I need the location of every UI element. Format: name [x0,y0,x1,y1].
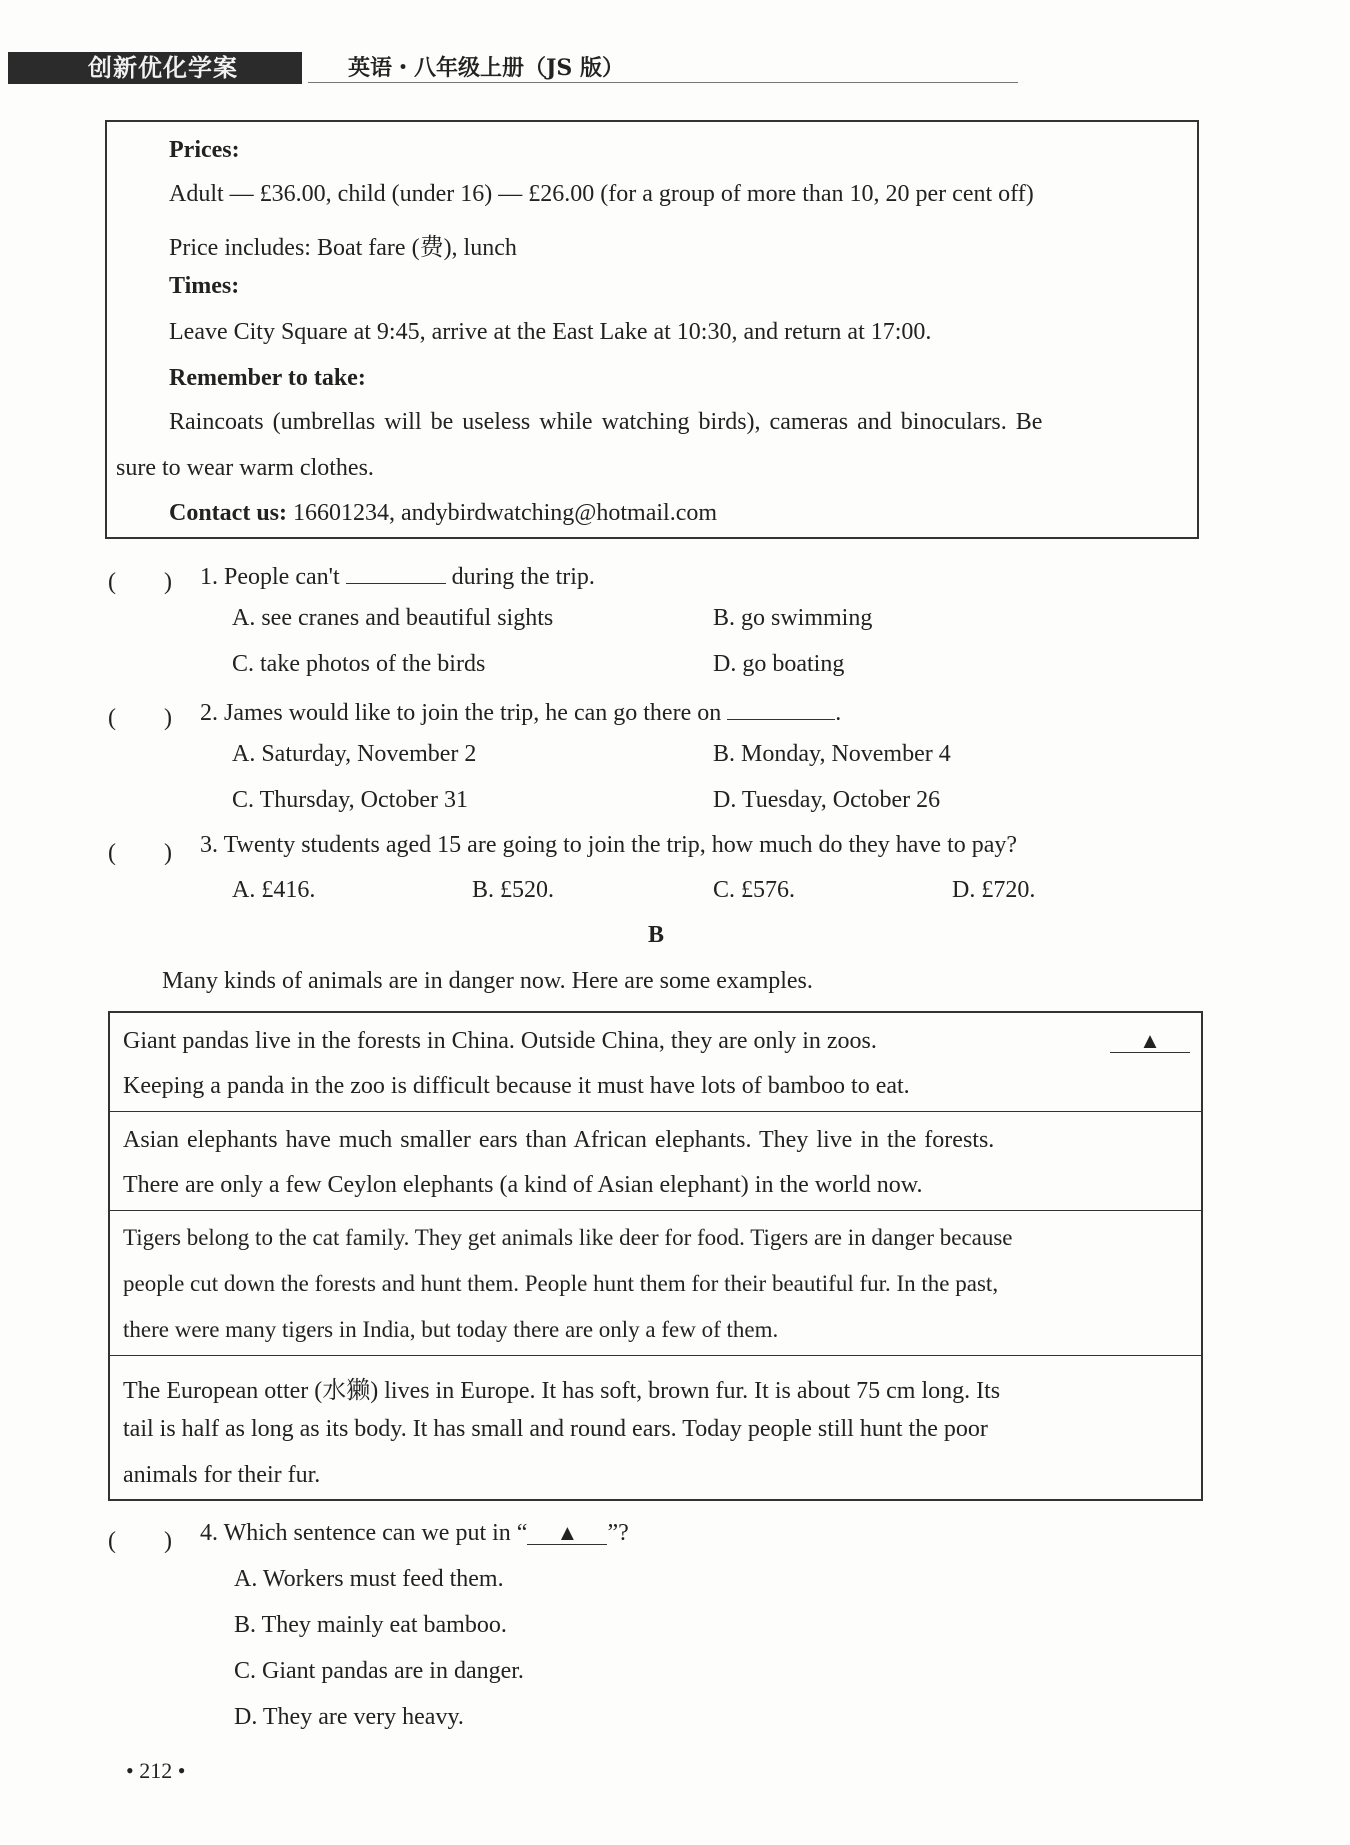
remember-text-1: Raincoats (umbrellas will be useless while watching birds), cameras and binoculars. Be [169,409,1043,435]
q2-option-d: D. Tuesday, October 26 [713,787,941,813]
answer-blank-1 [346,561,446,584]
q4-option-c: C. Giant pandas are in danger. [234,1658,524,1684]
remember-text-2: sure to wear warm clothes. [116,455,374,481]
question-1-text: 1. People can't [200,564,340,590]
otters-line-2: tail is half as long as its body. It has small and round ears. Today people still hunt the poor [123,1416,988,1442]
pandas-line-1: Giant pandas live in the forests in China. Outside China, they are only in zoos. [123,1028,877,1054]
table-row-elephants [110,1112,1201,1211]
q4-option-d: D. They are very heavy. [234,1704,464,1730]
tigers-line-2: people cut down the forests and hunt them. People hunt them for their beautiful fur. In the past, [123,1271,999,1296]
q4-option-a: A. Workers must feed them. [234,1566,504,1592]
pandas-line-2: Keeping a panda in the zoo is difficult because it must have lots of bamboo to eat. [123,1073,910,1099]
answer-paren-1[interactable]: ( ) [108,569,172,595]
contact-line [169,500,717,527]
table-row-tigers [110,1211,1201,1356]
q3-option-b: B. £520. [472,877,555,903]
q1-option-b: B. go swimming [713,605,873,631]
q2-option-c: C. Thursday, October 31 [232,787,468,813]
otters-line-3: animals for their fur. [123,1462,321,1488]
elephants-line-2: There are only a few Ceylon elephants (a kind of Asian elephant) in the world now. [123,1172,923,1198]
tigers-line-1: Tigers belong to the cat family. They get animals like deer for food. Tigers are in danger because [123,1225,1013,1250]
page-number: • 212 • [126,1758,186,1783]
question-4-stem [200,1520,629,1547]
animals-table [108,1011,1203,1501]
question-4-text-end: ”? [607,1520,629,1546]
triangle-icon: ▲ [1110,1030,1190,1053]
q3-option-d: D. £720. [952,877,1036,903]
triangle-blank [1110,1028,1190,1055]
otters-line-1: The European otter (水獭) lives in Europe. It has soft, brown fur. It is about 75 cm long. Its [123,1378,1001,1404]
question-4-text: 4. Which sentence can we put in “ [200,1520,528,1546]
section-b-label: B [648,922,665,948]
q4-option-b: B. They mainly eat bamboo. [234,1612,507,1638]
contact-text: 16601234, andybirdwatching@hotmail.com [293,500,718,526]
q1-option-c: C. take photos of the birds [232,651,486,677]
answer-blank-2 [727,697,835,720]
q3-option-a: A. £416. [232,877,316,903]
q2-option-b: B. Monday, November 4 [713,741,951,767]
includes-text: Price includes: Boat fare (费), lunch [169,235,517,261]
question-3-stem: 3. Twenty students aged 15 are going to join the trip, how much do they have to pay? [200,832,1018,858]
page-header [8,52,1018,84]
prices-text: Adult — £36.00, child (under 16) — £26.00 (for a group of more than 10, 20 per cent off) [169,181,1034,207]
book-title: 英语・八年级上册（JS 版） [348,55,624,81]
question-2-text-end: . [835,700,842,726]
contact-label: Contact us: [169,500,287,526]
table-row-pandas [110,1013,1201,1112]
answer-paren-3[interactable]: ( ) [108,840,172,866]
answer-paren-4[interactable]: ( ) [108,1528,172,1554]
times-text: Leave City Square at 9:45, arrive at the East Lake at 10:30, and return at 17:00. [169,319,932,345]
times-label: Times: [169,273,240,299]
question-2-stem [200,697,841,727]
table-row-otters [110,1356,1201,1499]
question-2-text: 2. James would like to join the trip, he can go there on [200,700,722,726]
section-b-intro: Many kinds of animals are in danger now. Here are some examples. [162,968,813,994]
answer-paren-2[interactable]: ( ) [108,705,172,731]
q3-option-c: C. £576. [713,877,796,903]
question-1-stem [200,561,595,591]
elephants-line-1: Asian elephants have much smaller ears than African elephants. They live in the forests. [123,1127,995,1153]
question-4-triangle-icon: ▲ [527,1522,607,1545]
header-rule [308,82,1018,83]
tigers-line-3: there were many tigers in India, but today there are only a few of them. [123,1317,779,1342]
prices-label: Prices: [169,137,240,163]
q1-option-a: A. see cranes and beautiful sights [232,605,554,631]
remember-label: Remember to take: [169,365,366,391]
brand-band: 创新优化学案 [8,52,302,84]
question-1-text-end: during the trip. [451,564,595,590]
q2-option-a: A. Saturday, November 2 [232,741,477,767]
q1-option-d: D. go boating [713,651,845,677]
